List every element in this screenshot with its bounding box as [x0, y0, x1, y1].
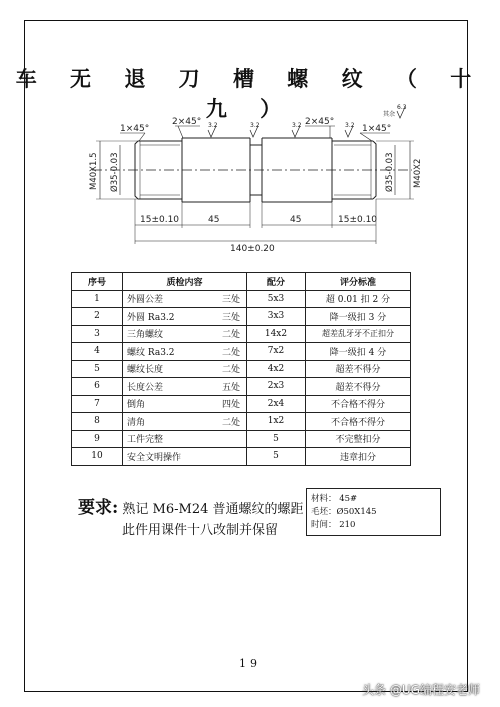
- header-standard: 评分标准: [306, 273, 411, 291]
- row-no: 8: [72, 413, 123, 431]
- roughness-label-3: 3.2: [292, 122, 302, 129]
- chamfer-left-label: 1×45°: [120, 124, 150, 134]
- dim-total: 140±0.20: [230, 244, 275, 254]
- row-item-count: 五处: [221, 382, 240, 393]
- row-item-text: 螺纹长度: [127, 365, 164, 376]
- time-line: 时间： 210: [311, 520, 356, 530]
- row-standard: 不完整扣分: [306, 430, 411, 448]
- requirements-label: 要求:: [78, 498, 119, 518]
- row-item-text: 工件完整: [127, 435, 164, 446]
- row-item-count: 三处: [221, 312, 240, 323]
- row-item-count: 二处: [221, 365, 240, 376]
- row-no: 4: [72, 343, 123, 361]
- row-item-count: 四处: [221, 400, 240, 411]
- row-score: 4x2: [247, 360, 306, 378]
- page-number: 19: [239, 657, 261, 670]
- table-row: [72, 325, 411, 343]
- row-item-text: 清角: [127, 417, 146, 428]
- table-row: [72, 308, 411, 326]
- row-item-count: 二处: [221, 417, 240, 428]
- row-item-text: 倒角: [127, 400, 146, 411]
- row-item-text: 螺纹 Ra3.2: [127, 347, 175, 358]
- row-standard: 超差不得分: [306, 360, 411, 378]
- header-no: 序号: [72, 273, 123, 291]
- dim-45-right: 45: [290, 215, 302, 225]
- row-no: 2: [72, 308, 123, 326]
- table-row: [72, 448, 411, 466]
- row-item: [123, 325, 247, 343]
- material-box: [306, 488, 441, 536]
- thread-right-label: M40X2: [413, 158, 423, 188]
- quality-check-table: [71, 272, 411, 466]
- row-standard: 不合格不得分: [306, 413, 411, 431]
- row-item-count: 三处: [221, 295, 240, 306]
- row-no: 5: [72, 360, 123, 378]
- row-standard: 降一级扣 3 分: [306, 308, 411, 326]
- roughness-label-4: 3.2: [345, 122, 355, 129]
- table-row: [72, 360, 411, 378]
- row-no: 6: [72, 378, 123, 396]
- table-row: [72, 395, 411, 413]
- dim-15-left: 15±0.10: [140, 215, 180, 225]
- blank-line: 毛坯：Ø50X145: [311, 507, 377, 517]
- row-item: [123, 448, 247, 466]
- table-header-row: [72, 273, 411, 291]
- row-item: [123, 343, 247, 361]
- row-item: [123, 395, 247, 413]
- header-score: 配分: [247, 273, 306, 291]
- roughness-label-2: 3.2: [250, 122, 260, 129]
- row-standard: 违章扣分: [306, 448, 411, 466]
- row-score: 5x3: [247, 290, 306, 308]
- row-standard: 超差乱牙牙不正扣分: [306, 325, 411, 343]
- row-score: 14x2: [247, 325, 306, 343]
- row-item-text: 外圆 Ra3.2: [127, 312, 175, 323]
- table-row: [72, 378, 411, 396]
- row-score: 5: [247, 430, 306, 448]
- table-row: [72, 413, 411, 431]
- watermark: 头条 @UG编程安老师: [362, 683, 480, 697]
- material-line: 材料： 45#: [311, 494, 358, 504]
- row-item: [123, 290, 247, 308]
- roughness-other-label: 其余: [383, 111, 396, 118]
- requirements-line2: 此件用课件十八改制并保留: [122, 523, 279, 538]
- row-item-text: 安全文明操作: [127, 452, 182, 463]
- header-item: 质检内容: [123, 273, 247, 291]
- row-item: [123, 413, 247, 431]
- page-title: 车 无 退 刀 槽 螺 纹 （ 十 九 ）: [15, 66, 485, 121]
- row-score: 2x4: [247, 395, 306, 413]
- row-standard: 超差不得分: [306, 378, 411, 396]
- groove-left-label: 2×45°: [172, 117, 202, 127]
- row-score: 3x3: [247, 308, 306, 326]
- dia-left-label: Ø35-0.03: [110, 152, 120, 192]
- row-item: [123, 378, 247, 396]
- row-no: 10: [72, 448, 123, 466]
- row-standard: 降一级扣 4 分: [306, 343, 411, 361]
- row-standard: 超 0.01 扣 2 分: [306, 290, 411, 308]
- dim-15-right: 15±0.10: [338, 215, 378, 225]
- row-no: 1: [72, 290, 123, 308]
- row-item-count: 二处: [221, 347, 240, 358]
- dim-45-left: 45: [208, 215, 220, 225]
- roughness-other-value: 6.3: [397, 104, 407, 111]
- row-score: 7x2: [247, 343, 306, 361]
- table-row: [72, 430, 411, 448]
- table-row: [72, 343, 411, 361]
- row-score: 2x3: [247, 378, 306, 396]
- roughness-label-1: 3.2: [208, 122, 218, 129]
- dia-right-label: Ø35-0.03: [385, 152, 395, 192]
- row-no: 3: [72, 325, 123, 343]
- row-no: 7: [72, 395, 123, 413]
- row-score: 1x2: [247, 413, 306, 431]
- row-item-text: 外圆公差: [127, 295, 164, 306]
- row-standard: 不合格不得分: [306, 395, 411, 413]
- thread-left-label: M40X1.5: [89, 152, 99, 190]
- part-drawing: [0, 0, 500, 260]
- row-item: [123, 430, 247, 448]
- row-item: [123, 360, 247, 378]
- row-item-text: 长度公差: [127, 382, 164, 393]
- row-item-count: 二处: [221, 330, 240, 341]
- row-item-text: 三角螺纹: [127, 330, 164, 341]
- row-score: 5: [247, 448, 306, 466]
- row-no: 9: [72, 430, 123, 448]
- chamfer-right-label: 1×45°: [362, 124, 392, 134]
- table-row: [72, 290, 411, 308]
- requirements-line1: 熟记 M6-M24 普通螺纹的螺距: [122, 502, 304, 517]
- row-item: [123, 308, 247, 326]
- groove-right-label: 2×45°: [305, 117, 335, 127]
